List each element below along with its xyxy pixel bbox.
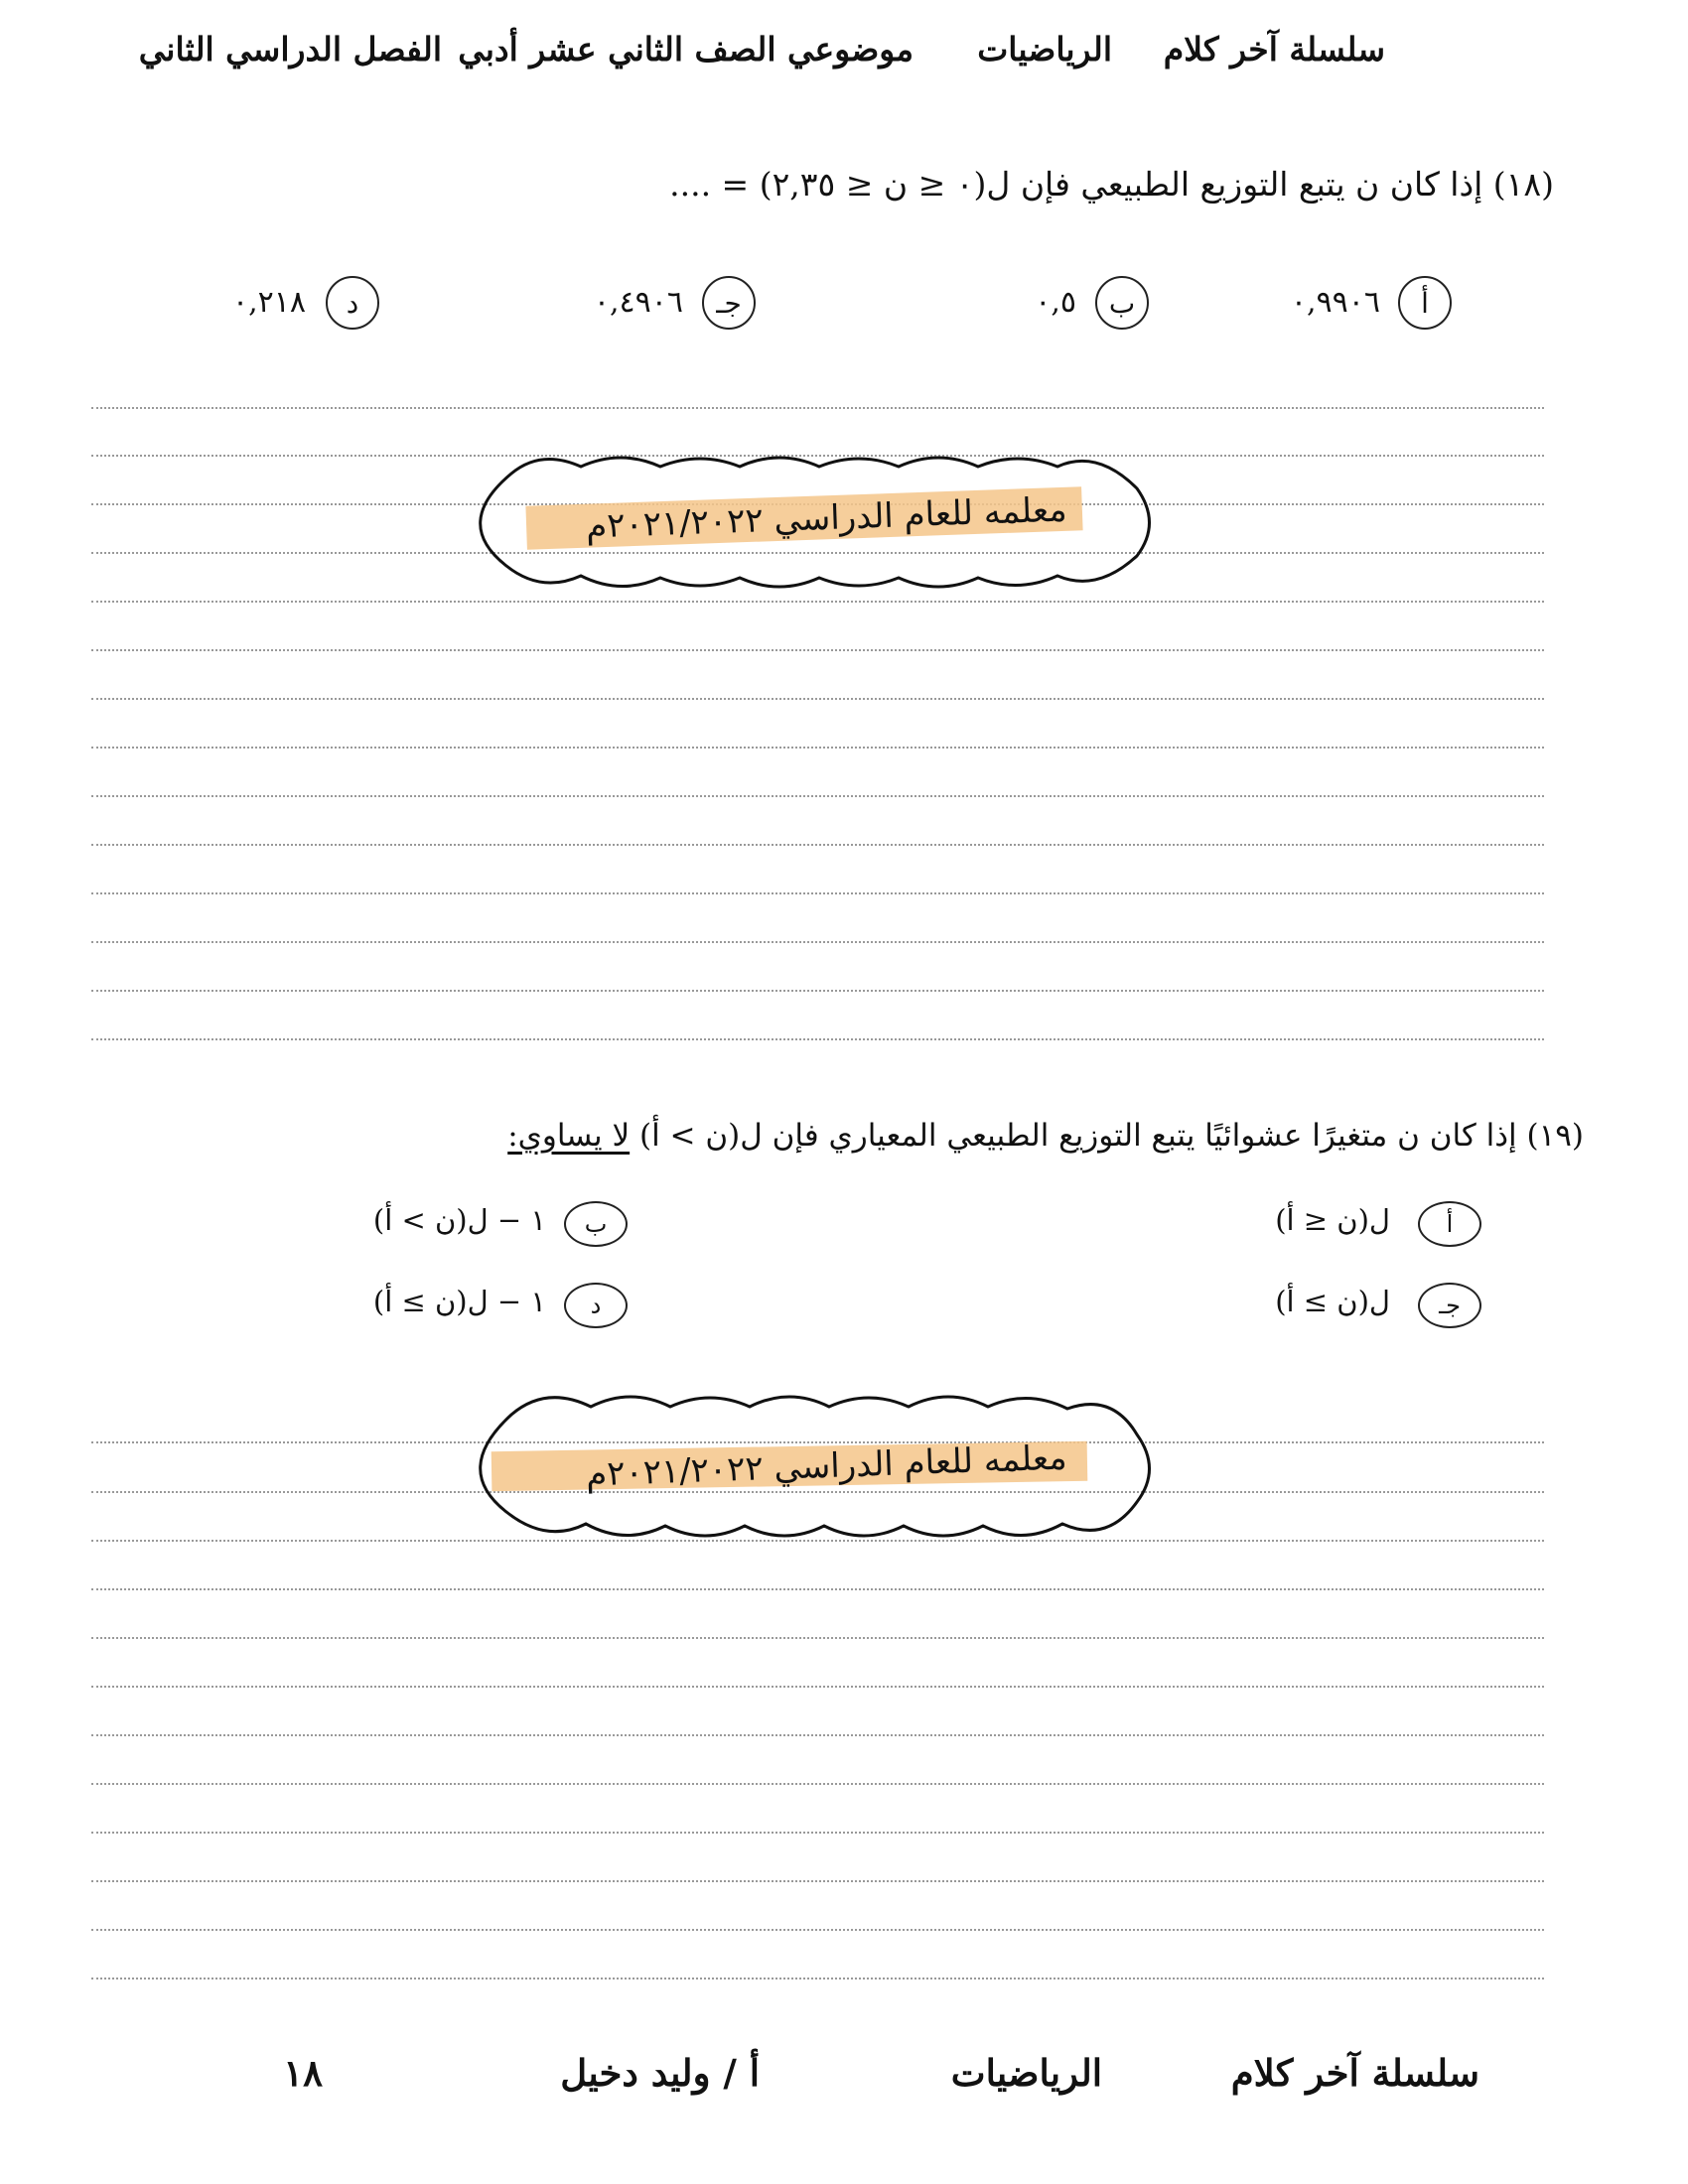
q19-option-b-value: ١ − ل(ن > أ) — [372, 1203, 546, 1237]
answer-line — [91, 1832, 1544, 1834]
answer-line — [91, 941, 1544, 943]
footer-series: سلسلة آخر كلام — [1230, 2051, 1479, 2095]
q18-option-d-value: ٠,٢١٨ — [232, 285, 306, 320]
footer-subject: الرياضيات — [950, 2051, 1102, 2095]
question-19-text — [507, 1118, 1584, 1154]
answer-line — [91, 649, 1544, 651]
q18-option-b-circle[interactable]: ب — [1095, 276, 1149, 330]
answer-line — [91, 990, 1544, 992]
q18-option-c-value: ٠,٤٩٠٦ — [593, 285, 683, 320]
answer-line — [91, 1588, 1544, 1590]
answer-line — [91, 1038, 1544, 1040]
question-18-text: (١٨) إذا كان ن يتبع التوزيع الطبيعي فإن ل(٠ ≤ ن ≤ ٢,٣٥) = .... — [669, 165, 1554, 204]
header-subject: الرياضيات — [977, 30, 1112, 68]
header-topic: موضوعي الصف الثاني عشر أدبي — [458, 30, 914, 68]
answer-line — [91, 747, 1544, 749]
answer-line — [91, 1734, 1544, 1736]
q18-option-a-circle[interactable]: أ — [1398, 276, 1452, 330]
answer-line — [91, 698, 1544, 700]
answer-line — [91, 1929, 1544, 1931]
q18-option-b-value: ٠,٥ — [1035, 285, 1076, 320]
answer-line — [91, 892, 1544, 894]
q18-option-a-value: ٠,٩٩٠٦ — [1290, 285, 1380, 320]
answer-line — [91, 601, 1544, 603]
answer-line — [91, 1978, 1544, 1979]
footer-author: أ / وليد دخيل — [560, 2051, 760, 2095]
q19-option-a-circle[interactable]: أ — [1418, 1201, 1481, 1247]
header-series: سلسلة آخر كلام — [1163, 30, 1385, 68]
answer-line — [91, 1637, 1544, 1639]
q19-option-d-value: ١ − ل(ن ≥ أ) — [372, 1285, 546, 1318]
answer-line — [91, 1880, 1544, 1882]
stamp-text: معلمه للعام الدراسي ٢٠٢١/٢٠٢٢م — [585, 1437, 1068, 1495]
answer-line — [91, 795, 1544, 797]
q19-option-b-circle[interactable]: ب — [564, 1201, 628, 1247]
q18-option-d-circle[interactable]: د — [326, 276, 379, 330]
page-number: ١٨ — [283, 2051, 323, 2095]
q19-option-d-circle[interactable]: د — [564, 1283, 628, 1328]
answer-line — [91, 1686, 1544, 1688]
teacher-stamp — [452, 1385, 1162, 1549]
header-semester: الفصل الدراسي الثاني — [138, 30, 442, 68]
question-19-emphasis: لا يساوي: — [507, 1118, 631, 1154]
stamp-text: معلمه للعام الدراسي ٢٠٢١/٢٠٢٢م — [585, 489, 1068, 547]
q19-option-c-circle[interactable]: جـ — [1418, 1283, 1481, 1328]
answer-line — [91, 844, 1544, 846]
answer-line — [91, 1783, 1544, 1785]
answer-line — [91, 407, 1544, 409]
question-19-main: (١٩) إذا كان ن متغيرًا عشوائيًا يتبع التوزيع الطبيعي المعياري فإن ل(ن > أ) — [630, 1118, 1584, 1154]
q19-option-c-value: ل(ن ≥ أ) — [1275, 1285, 1390, 1318]
q19-option-a-value: ل(ن ≤ أ) — [1275, 1203, 1390, 1237]
teacher-stamp — [452, 449, 1162, 598]
q18-option-c-circle[interactable]: جـ — [702, 276, 756, 330]
